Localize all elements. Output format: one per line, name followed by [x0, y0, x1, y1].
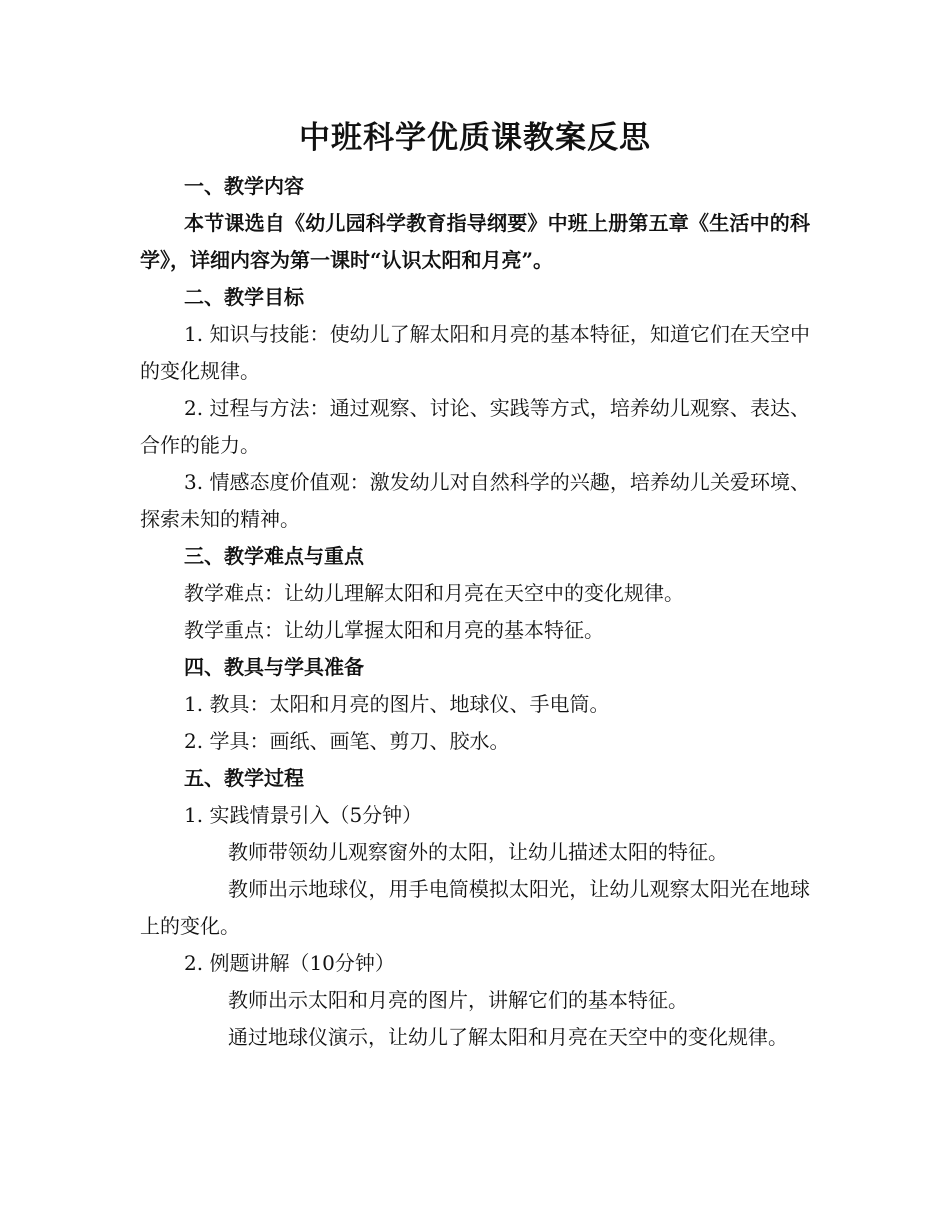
- body-paragraph: 1. 实践情景引入（5分钟）: [184, 803, 423, 827]
- body-paragraph: 教师出示太阳和月亮的图片，讲解它们的基本特征。: [228, 988, 688, 1012]
- document-body: [140, 168, 810, 1056]
- section-heading: 四、教具与学具准备: [184, 655, 364, 679]
- body-paragraph: 3. 情感态度价值观：激发幼儿对自然科学的兴趣，培养幼儿关爱环境、探索未知的精神。: [140, 470, 810, 531]
- document-title: 中班科学优质课教案反思: [299, 120, 651, 156]
- section-heading: 三、教学难点与重点: [184, 544, 364, 568]
- body-paragraph: 通过地球仪演示，让幼儿了解太阳和月亮在天空中的变化规律。: [228, 1025, 788, 1049]
- body-paragraph: 教学难点：让幼儿理解太阳和月亮在天空中的变化规律。: [184, 581, 684, 605]
- body-paragraph: 2. 过程与方法：通过观察、讨论、实践等方式，培养幼儿观察、表达、合作的能力。: [140, 396, 810, 457]
- body-paragraph: 教师带领幼儿观察窗外的太阳，让幼儿描述太阳的特征。: [228, 840, 728, 864]
- body-paragraph: 2. 学具：画纸、画笔、剪刀、胶水。: [184, 729, 510, 753]
- body-paragraph: 1. 知识与技能：使幼儿了解太阳和月亮的基本特征，知道它们在天空中的变化规律。: [140, 322, 810, 383]
- body-paragraph: 1. 教具：太阳和月亮的图片、地球仪、手电筒。: [184, 692, 610, 716]
- body-paragraph: 教师出示地球仪，用手电筒模拟太阳光，让幼儿观察太阳光在地球上的变化。: [140, 877, 810, 938]
- body-paragraph: 教学重点：让幼儿掌握太阳和月亮的基本特征。: [184, 618, 604, 642]
- section-heading: 五、教学过程: [184, 766, 304, 790]
- section-heading: 二、教学目标: [184, 285, 304, 309]
- body-paragraph: 2. 例题讲解（10分钟）: [184, 951, 395, 975]
- section-heading: 本节课选自《幼儿园科学教育指导纲要》中班上册第五章《生活中的科学》，详细内容为第一课时“认识太阳和月亮”。: [140, 211, 810, 272]
- section-heading: 一、教学内容: [184, 174, 304, 198]
